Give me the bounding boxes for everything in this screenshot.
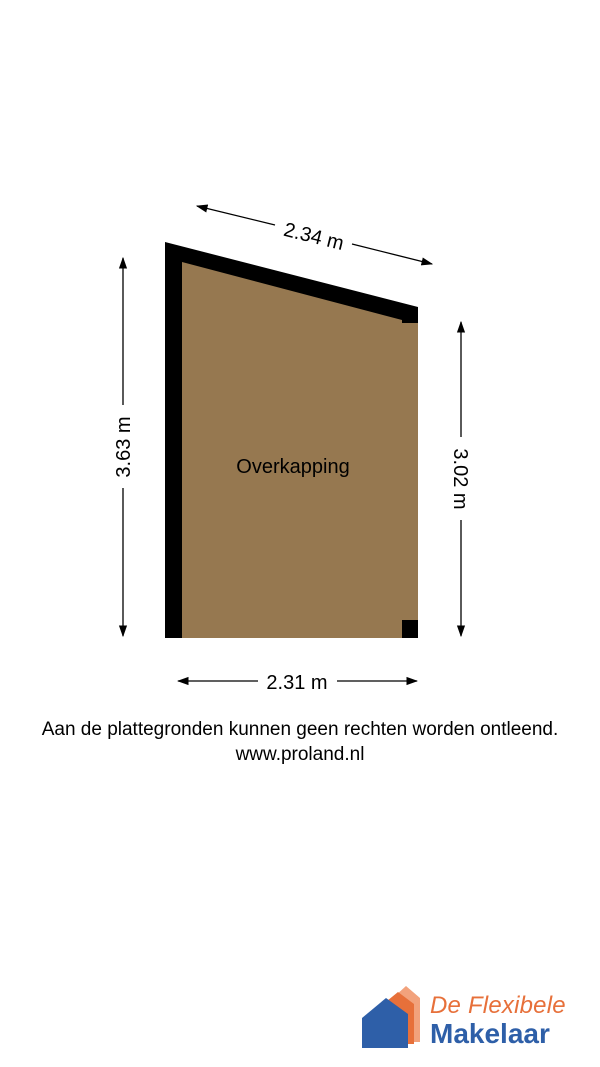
- house-logo-icon: [362, 982, 424, 1048]
- dimension-bottom: [178, 672, 417, 694]
- disclaimer-text: Aan de plattegronden kunnen geen rechten worden ontleend.: [41, 719, 559, 740]
- room-floor: [182, 262, 418, 638]
- website-link[interactable]: www.proland.nl: [235, 744, 365, 765]
- logo-text-line1: De Flexibele: [430, 992, 566, 1019]
- room-label: Overkapping: [236, 456, 350, 478]
- company-logo: [362, 982, 582, 1052]
- dimension-left-label: 3.63 m: [113, 416, 135, 478]
- dimension-left: [113, 258, 135, 636]
- wall-column-bottom-right: [402, 621, 418, 638]
- wall-column-top-right: [402, 307, 418, 323]
- dimension-right: [449, 322, 471, 636]
- logo-text-line2: Makelaar: [430, 1018, 550, 1049]
- dimension-bottom-label: 2.31 m: [266, 672, 328, 694]
- dimension-right-label: 3.02 m: [449, 448, 471, 510]
- dimension-top: [197, 206, 432, 264]
- dimension-top-label: 2.34 m: [281, 218, 347, 256]
